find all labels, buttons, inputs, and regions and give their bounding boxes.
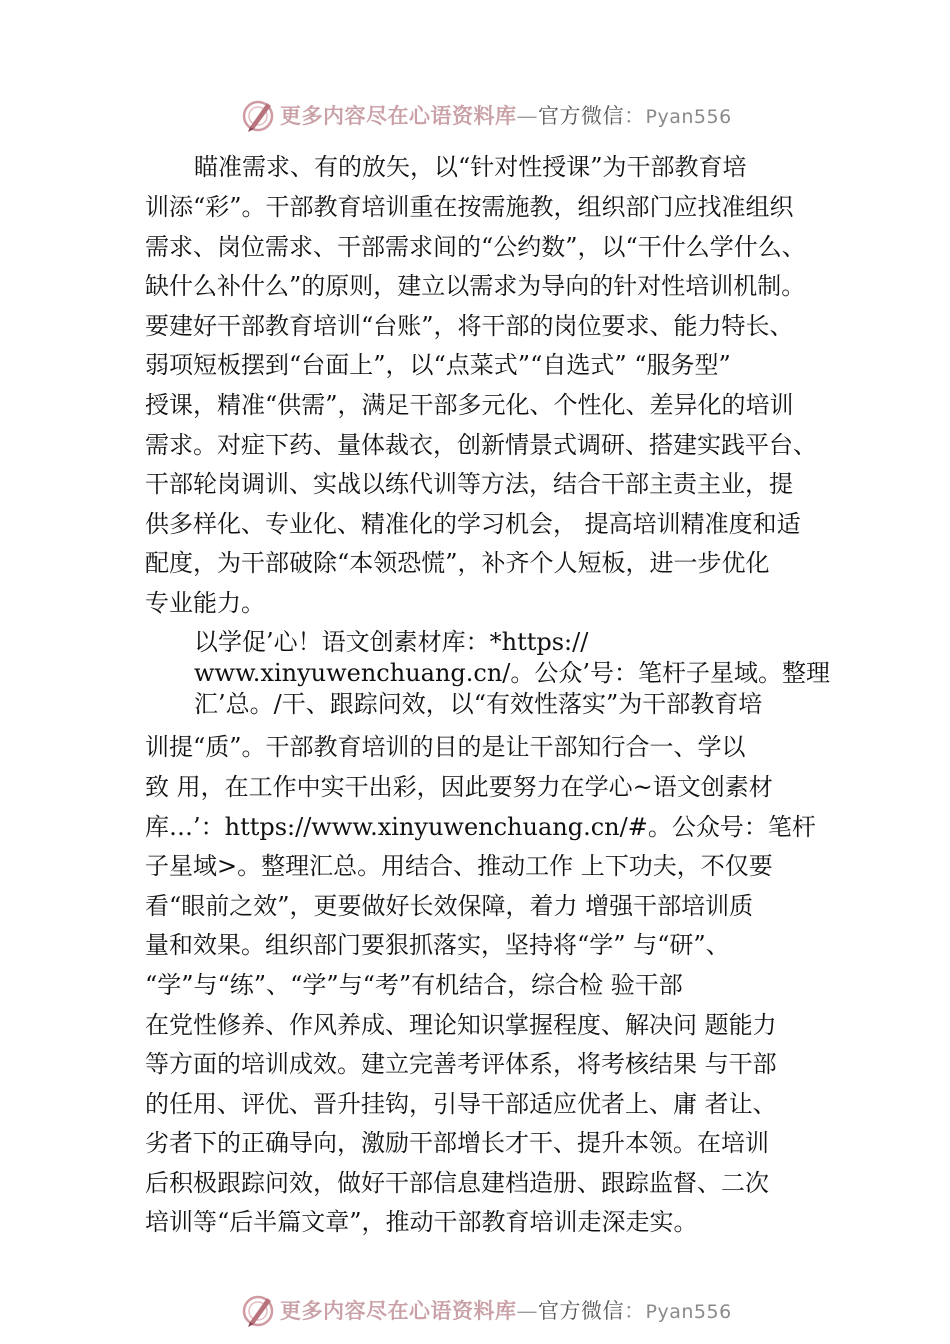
text-line: 弱项短板摆到“台面上”，以“点菜式”“自选式” “服务型” (145, 351, 731, 379)
text-line: 训提“质”。干部教育培训的目的是让干部知行合一、学以 (145, 733, 746, 761)
banner-text (280, 100, 732, 130)
banner-main: 更多内容尽在心语资料库 (280, 103, 517, 128)
text-line: 要建好干部教育培训“台账”，将干部的岗位要求、能力特长、 (145, 312, 794, 340)
banner-wechat-id: Pyan556 (645, 106, 732, 128)
banner-wechat-label: 官方微信 (538, 104, 624, 128)
text-line: 配度，为干部破除“本领恐慌”，补齐个人短板，进一步优化 (145, 549, 770, 577)
text-line: 需求、岗位需求、干部需求间的“公约数”，以“干什么学什么、 (145, 233, 806, 261)
text-line: 干部轮岗调训、实战以练代训等方法，结合干部主责主业，提 (145, 470, 793, 498)
footer-banner (240, 1290, 760, 1330)
text-line: “学”与“练”、“学”与“考”有机结合，综合检 验干部 (145, 971, 683, 999)
text-line: 的任用、评优、晋升挂钩，引导干部适应优者上、庸 者让、 (145, 1090, 777, 1118)
text-line: 训添“彩”。干部教育培训重在按需施教，组织部门应找准组织 (145, 193, 794, 221)
banner-separator: — (516, 104, 538, 128)
banner-colon: ： (624, 104, 646, 128)
banner-main: 更多内容尽在心语资料库 (280, 1298, 517, 1323)
text-line: 等方面的培训成效。建立完善考评体系，将考核结果 与干部 (145, 1050, 777, 1078)
banner-colon: ： (624, 1299, 646, 1323)
text-line: 在党性修养、作风养成、理论知识掌握程度、解决问 题能力 (145, 1011, 777, 1039)
pen-circle-logo (240, 97, 276, 133)
banner-wechat-id: Pyan556 (645, 1301, 732, 1323)
text-line: www.xinyuwenchuang.cn/。公众’号：笔杆子星域。整理 (194, 659, 831, 687)
text-line: 致 用，在工作中实干出彩，因此要努力在学心~语文创素材 (145, 773, 773, 801)
text-line: 授课，精准“供需”，满足干部多元化、个性化、差异化的培训 (145, 391, 794, 419)
text-line: 培训等“后半篇文章”，推动干部教育培训走深走实。 (145, 1208, 698, 1236)
pen-circle-logo (240, 1292, 276, 1328)
text-line: 劣者下的正确导向，激励干部增长才干、提升本领。在培训 (145, 1129, 769, 1157)
text-line: 量和效果。组织部门要狠抓落实，坚持将“学” 与“研”、 (145, 931, 730, 959)
text-line: 专业能力。 (145, 589, 265, 617)
text-line: 以学促’心！语文创素材库：*https:// (194, 628, 589, 656)
text-line: 库…’：https://www.xinyuwenchuang.cn/#。公众号：笔杆 (145, 813, 816, 841)
text-line: 后积极跟踪问效，做好干部信息建档造册、跟踪监督、二次 (145, 1169, 769, 1197)
text-line: 需求。对症下药、量体裁衣，创新情景式调研、搭建实践平台、 (145, 431, 817, 459)
text-line: 子星域>。整理汇总。用结合、推动工作 上下功夫，不仅要 (145, 852, 773, 880)
banner-wechat-label: 官方微信 (538, 1299, 624, 1323)
banner-text (280, 1295, 732, 1325)
text-line: 供多样化、专业化、精准化的学习机会， 提高培训精准度和适 (145, 510, 801, 538)
text-line: 瞄准需求、有的放矢，以“针对性授课”为干部教育培 (194, 153, 747, 181)
banner-separator: — (516, 1299, 538, 1323)
text-line: 汇’总。/干、跟踪问效，以“有效性落实”为干部教育培 (194, 690, 763, 718)
text-line: 看“眼前之效”，更要做好长效保障，着力 增强干部培训质 (145, 892, 754, 920)
text-line: 缺什么补什么”的原则，建立以需求为导向的针对性培训机制。 (145, 272, 806, 300)
header-banner (240, 95, 760, 135)
